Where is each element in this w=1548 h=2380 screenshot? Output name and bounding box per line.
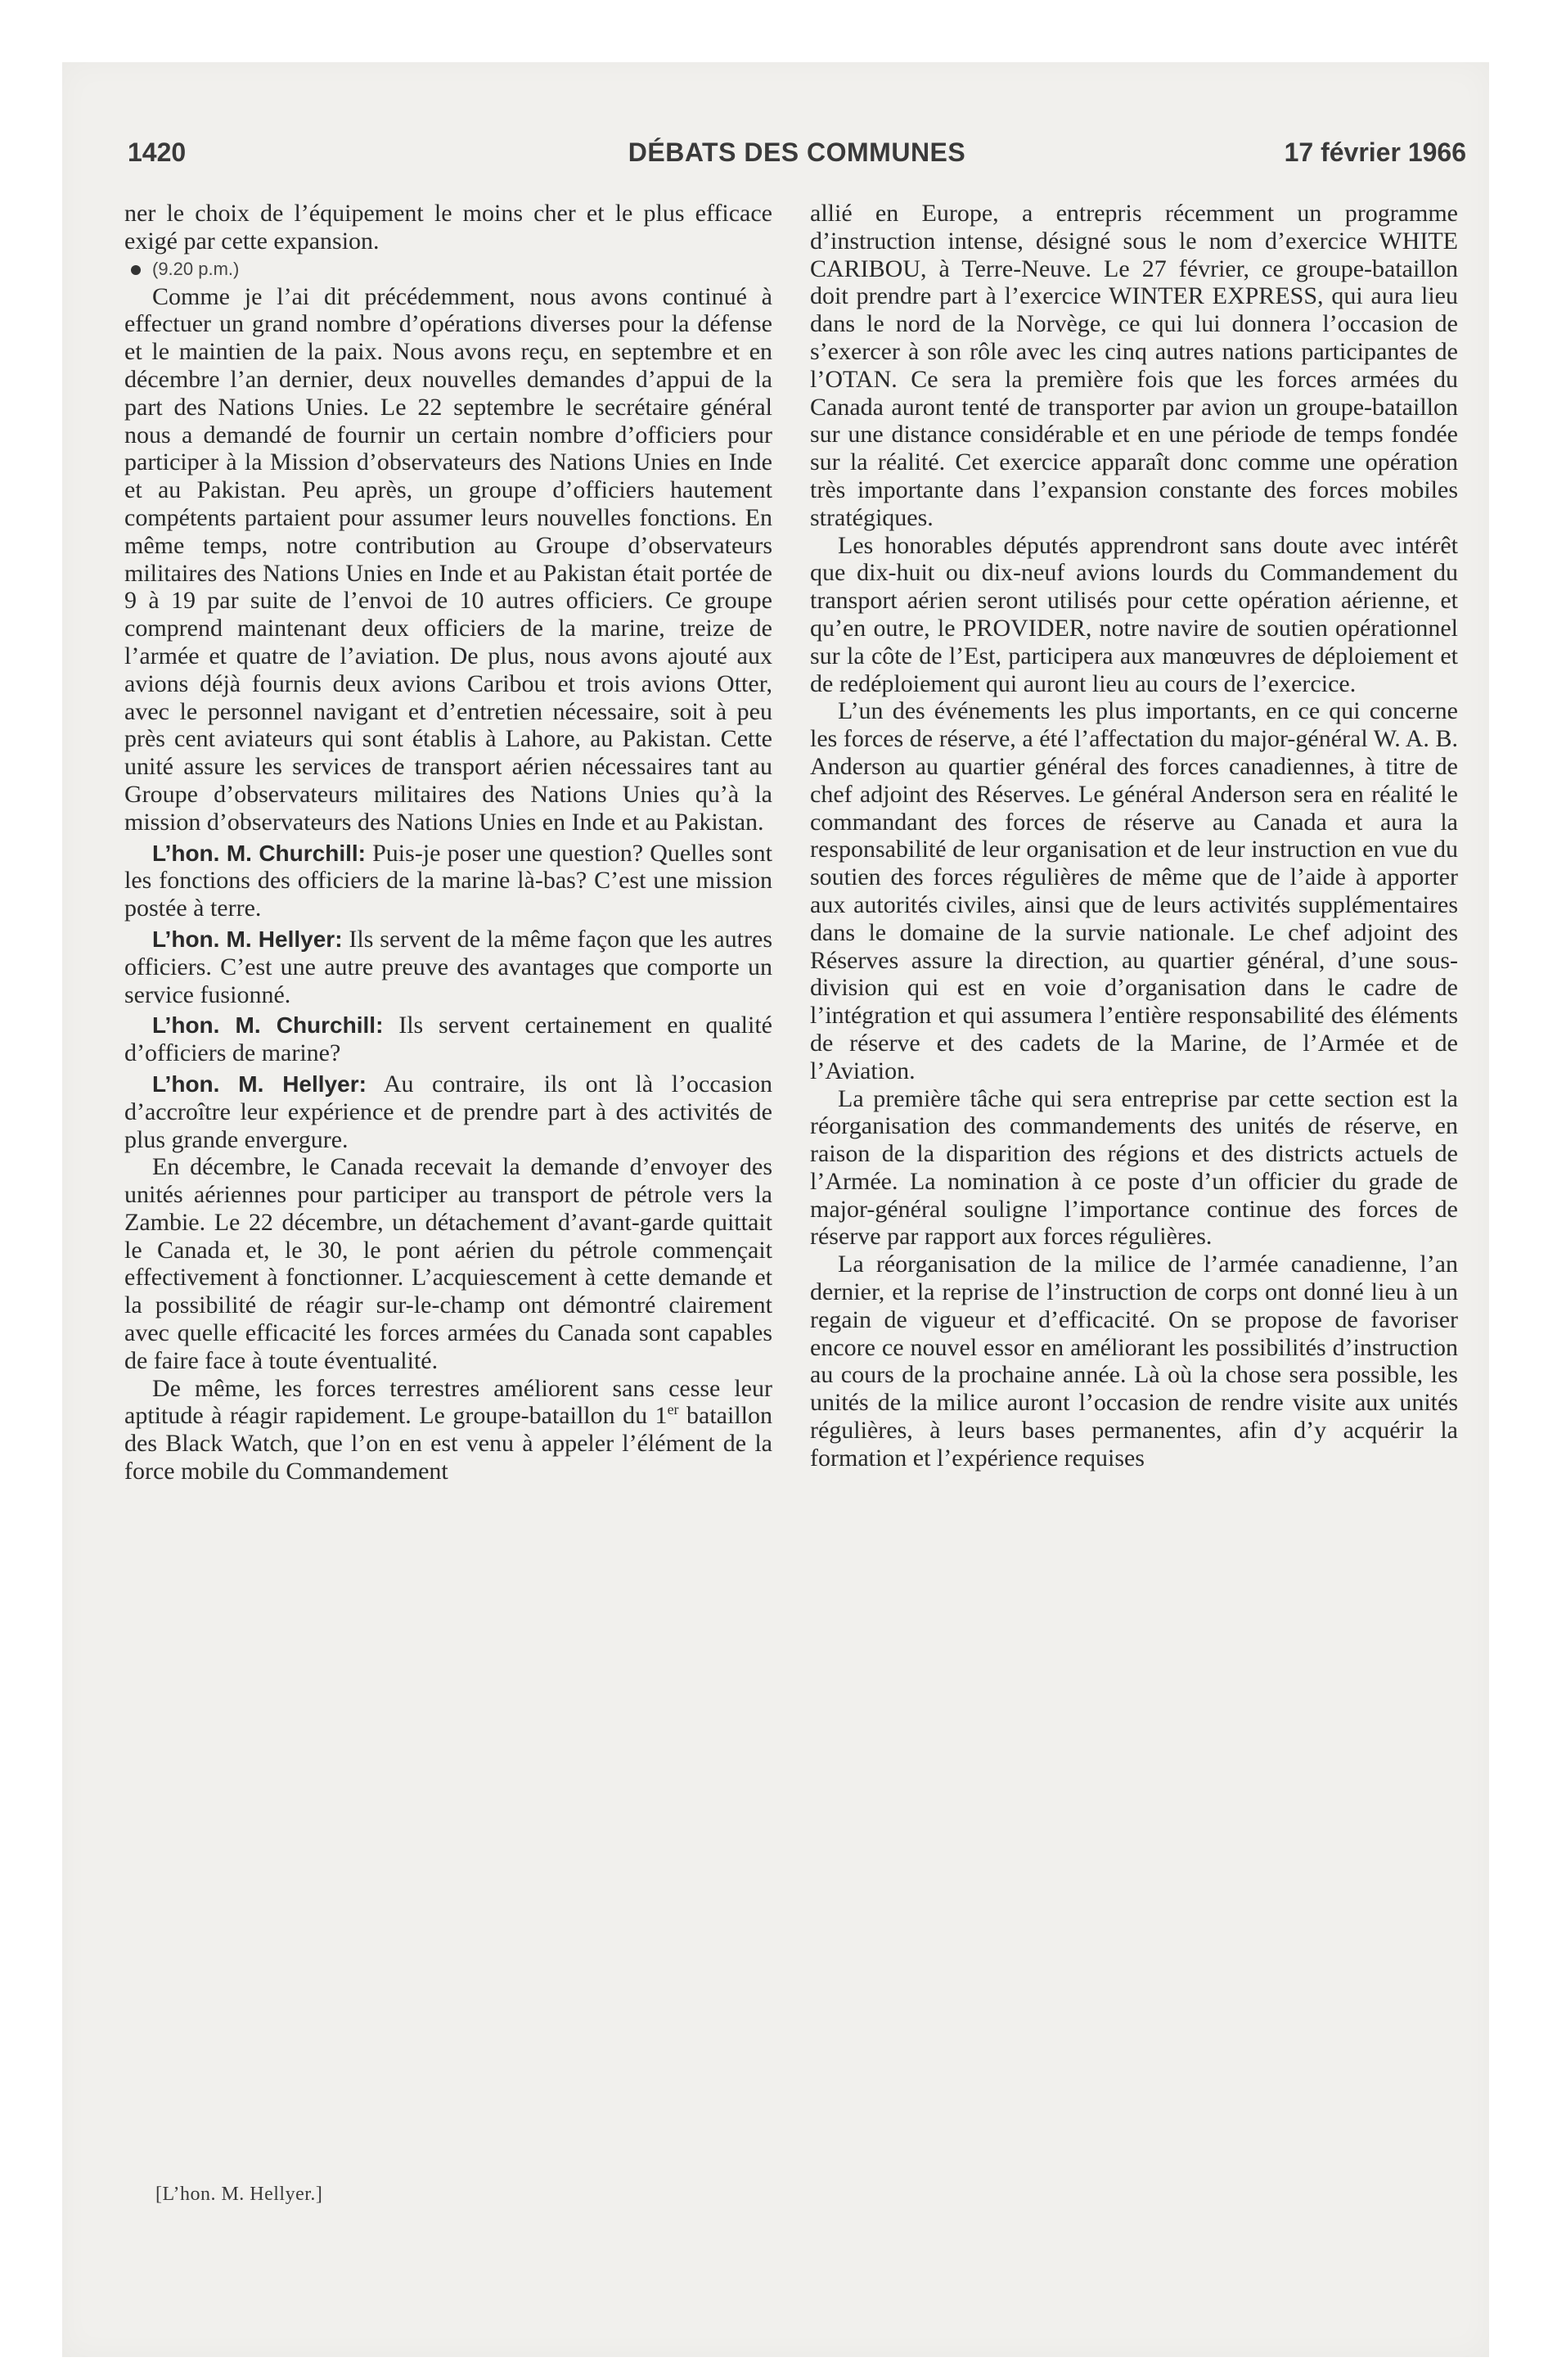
paragraph: En décembre, le Canada recevait la demande d’envoyer des unités aériennes pour participer au transport de pétrole vers la Zambie. Le 22 décembre, un détachement d’avant-garde quittait le Canada et, le 30, le pont aérien du pétrole commençait effectivement à fonctionner. L’acquiescement à cette demande et la possibilité de réagir sur-le-champ ont démontré clairement avec quelle efficacité les forces armées du Canada sont capables de faire face à toute éventualité. [124, 1153, 772, 1374]
time-stamp-text: (9.20 p.m.) [152, 258, 240, 279]
speech-text: Ils servent certainement en qualité d’officiers de marine? [124, 1012, 772, 1067]
page-number: 1420 [128, 137, 187, 167]
speech-text: Au contraire, ils ont là l’occasion d’accroître leur expérience et de prendre part à des activités de plus grande envergure. [124, 1070, 772, 1153]
speaker-name: L’hon. M. Churchill: [152, 840, 366, 866]
right-column [810, 200, 1458, 2148]
speech [124, 840, 772, 922]
speech-text: Puis-je poser une question? Quelles sont les fonctions des officiers de la marine là-bas? C’est une mission postée à terre. [124, 839, 772, 922]
paragraph: L’un des événements les plus importants, en ce qui concerne les forces de réserve, a été l’affectation du major-général W. A. B. Anderson au quartier général des forces canadiennes, à titre de chef adjoint des Réserves. Le général Anderson sera en réalité le commandant des forces de réserve au Canada et aura la responsabilité de leur organisation et de leur instruction en vue du soutien des forces régulières de même que de l’aide à apporter aux autorités civiles, ainsi que de leurs activités supplémentaires dans le domaine de la survie nationale. Le chef adjoint des Réserves assure la direction, au quartier général, d’une sous-division qui est en voie d’organisation dans le cadre de l’intégration et qui assumera l’entière responsabilité des éléments de réserve et des cadets de la Marine, de l’Armée et de l’Aviation. [810, 697, 1458, 1084]
speech [124, 926, 772, 1008]
left-column [124, 200, 772, 2148]
paragraph: Les honorables députés apprendront sans doute avec intérêt que dix-huit ou dix-neuf avions lourds du Commandement du transport aérien seront utilisés pour cette opération aérienne, et qu’en outre, le PROVIDER, notre navire de soutien opérationnel sur la côte de l’Est, participera aux manœuvres de déploiement et de redéploiement qui auront lieu au cours de l’exercice. [810, 531, 1458, 697]
superscript: er [667, 1401, 679, 1418]
bullet-icon [131, 265, 141, 275]
paragraph-text: De même, les forces terrestres améliorent sans cesse leur aptitude à réagir rapidement. Le groupe-bataillon du 1 [124, 1374, 772, 1430]
publication-title: DÉBATS DES COMMUNES [628, 137, 966, 167]
running-header [128, 137, 1466, 174]
issue-date: 17 février 1966 [1284, 137, 1466, 167]
speaker-name: L’hon. M. Hellyer: [152, 926, 343, 952]
paragraph [124, 1375, 772, 1485]
speaker-name: L’hon. M. Churchill: [152, 1012, 384, 1039]
paragraph: ner le choix de l’équipement le moins cher et le plus efficace exigé par cette expansion. [124, 200, 772, 255]
paragraph: La première tâche qui sera entreprise par cette section est la réorganisation des commandements des unités de réserve, en raison de la disparition des régions et des districts actuels de l’Armée. La nomination à ce poste d’un officier du grade de major-général souligne l’importance continue des forces de réserve par rapport aux forces régulières. [810, 1084, 1458, 1251]
speech [124, 1012, 772, 1067]
speech-text: Ils servent de la même façon que les autres officiers. C’est une autre preuve des avantages que comporte un service fusionné. [124, 925, 772, 1008]
speaker-name: L’hon. M. Hellyer: [152, 1071, 367, 1097]
time-stamp [124, 255, 772, 283]
paragraph: La réorganisation de la milice de l’armée canadienne, l’an dernier, et la reprise de l’instruction de corps ont donné lieu à un regain de vigueur et d’efficacité. On se propose de favoriser encore ce nouvel essor en améliorant les possibilités d’instruction au cours de la prochaine année. Là où la chose sera possible, les unités de la milice auront l’occasion de rendre visite aux unités régulières, à leurs bases permanentes, afin d’y acquérir la formation et l’expérience requises [810, 1251, 1458, 1472]
paragraph: allié en Europe, a entrepris récemment un programme d’instruction intense, désigné sous le nom d’exercice WHITE CARIBOU, à Terre-Neuve. Le 27 février, ce groupe-bataillon doit prendre part à l’exercice WINTER EXPRESS, qui aura lieu dans le nord de la Norvège, ce qui lui donnera l’occasion de s’exercer à son rôle avec les cinq autres nations participantes de l’OTAN. Ce sera la première fois que les forces armées du Canada auront tenté de transporter par avion un groupe-bataillon sur une distance considérable et en une période de temps fondée sur la réalité. Cet exercice apparaît donc comme une opération très importante dans l’expansion constante des forces mobiles stratégiques. [810, 200, 1458, 531]
paragraph: Comme je l’ai dit précédemment, nous avons continué à effectuer un grand nombre d’opérations diverses pour la défense et le maintien de la paix. Nous avons reçu, en septembre et en décembre l’an dernier, deux nouvelles demandes d’appui de la part des Nations Unies. Le 22 septembre le secrétaire général nous a demandé de fournir un certain nombre d’officiers pour participer à la Mission d’observateurs des Nations Unies en Inde et au Pakistan. Peu après, un groupe d’officiers hautement compétents partaient pour assumer leurs nouvelles fonctions. En même temps, notre contribution au Groupe d’observateurs militaires des Nations Unies en Inde et au Pakistan était portée de 9 à 19 par suite de l’envoi de 10 autres officiers. Ce groupe comprend maintenant deux officiers de la marine, treize de l’armée et quatre de l’aviation. De plus, nous avons ajouté aux avions déjà fournis deux avions Caribou et trois avions Otter, avec le personnel navigant et d’entretien nécessaire, soit à peu près cent aviateurs qui sont établis à Lahore, au Pakistan. Cette unité assure les services de transport aérien nécessaires tant au Groupe d’observateurs militaires des Nations Unies qu’à la mission d’observateurs des Nations Unies en Inde et au Pakistan. [124, 282, 772, 836]
speaker-footer: [L’hon. M. Hellyer.] [155, 2184, 323, 2205]
paragraph-text: bataillon des Black Watch, que l’on en est venu à appeler l’élément de la force mobile du Commandement [124, 1402, 772, 1485]
speech [124, 1071, 772, 1153]
